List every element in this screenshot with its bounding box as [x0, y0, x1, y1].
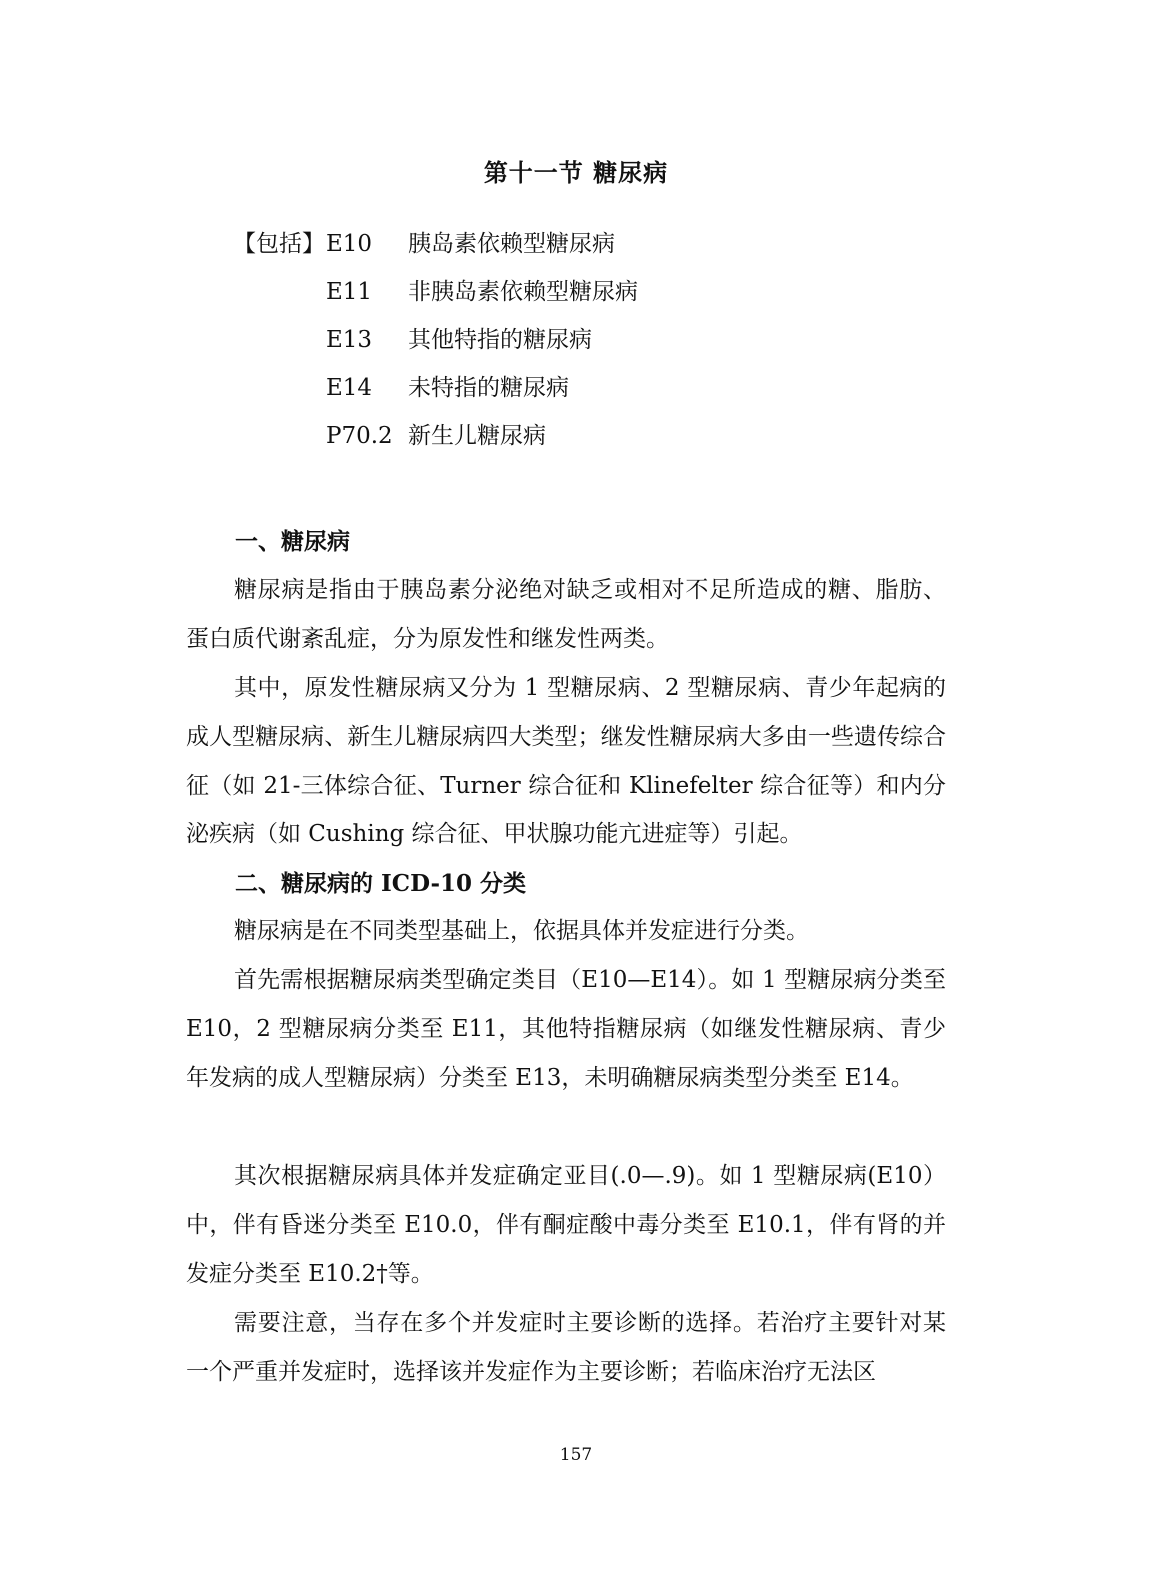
paragraph: 首先需根据糖尿病类型确定类目（E10—E14）。如 1 型糖尿病分类至 E10，2 型糖尿病分类至 E11，其他特指糖尿病（如继发性糖尿病、青少年发病的成人型糖尿病）分类至 E13，未明确糖尿病类型分类至 E14。	[186, 967, 946, 1091]
paragraph: 其中，原发性糖尿病又分为 1 型糖尿病、2 型糖尿病、青少年起病的成人型糖尿病、新生儿糖尿病四大类型；继发性糖尿病大多由一些遗传综合征（如 21-三体综合征、Turner 综合征和 Klinefelter 综合征等）和内分泌疾病（如 Cushing 综合征、甲状腺功能亢进症等）引起。	[186, 675, 946, 848]
include-desc: 胰岛素依赖型糖尿病	[408, 231, 615, 257]
include-code: E13	[326, 327, 373, 353]
section-heading: 一、糖尿病	[235, 528, 350, 555]
include-desc: 未特指的糖尿病	[408, 375, 569, 401]
include-code: E14	[326, 375, 373, 401]
paragraph: 需要注意，当存在多个并发症时主要诊断的选择。若治疗主要针对某一个严重并发症时，选择该并发症作为主要诊断；若临床治疗无法区	[186, 1310, 946, 1385]
page-number: 157	[559, 1445, 593, 1465]
include-code: P70.2	[326, 423, 393, 449]
include-row-e13	[0, 324, 1152, 356]
include-code: E11	[326, 279, 373, 305]
paragraph: 糖尿病是指由于胰岛素分泌绝对缺乏或相对不足所造成的糖、脂肪、蛋白质代谢紊乱症，分为原发性和继发性两类。	[186, 577, 946, 652]
section-title: 第十一节 糖尿病	[483, 158, 669, 187]
include-prefix: 【包括】	[233, 231, 325, 257]
paragraph: 糖尿病是在不同类型基础上，依据具体并发症进行分类。	[234, 918, 809, 944]
include-row-e14	[0, 372, 1152, 404]
include-code: E10	[326, 231, 373, 257]
include-desc: 新生儿糖尿病	[408, 423, 546, 449]
include-row-e10	[0, 228, 1152, 260]
include-desc: 非胰岛素依赖型糖尿病	[408, 279, 638, 305]
include-desc: 其他特指的糖尿病	[408, 327, 592, 353]
include-row-p70-2	[0, 420, 1152, 452]
include-row-e11	[0, 276, 1152, 308]
section-heading: 二、糖尿病的 ICD-10 分类	[235, 870, 527, 897]
paragraph: 其次根据糖尿病具体并发症确定亚目(.0—.9)。如 1 型糖尿病(E10）中，伴有昏迷分类至 E10.0，伴有酮症酸中毒分类至 E10.1，伴有肾的并发症分类至 E10.2†等。	[186, 1163, 946, 1287]
